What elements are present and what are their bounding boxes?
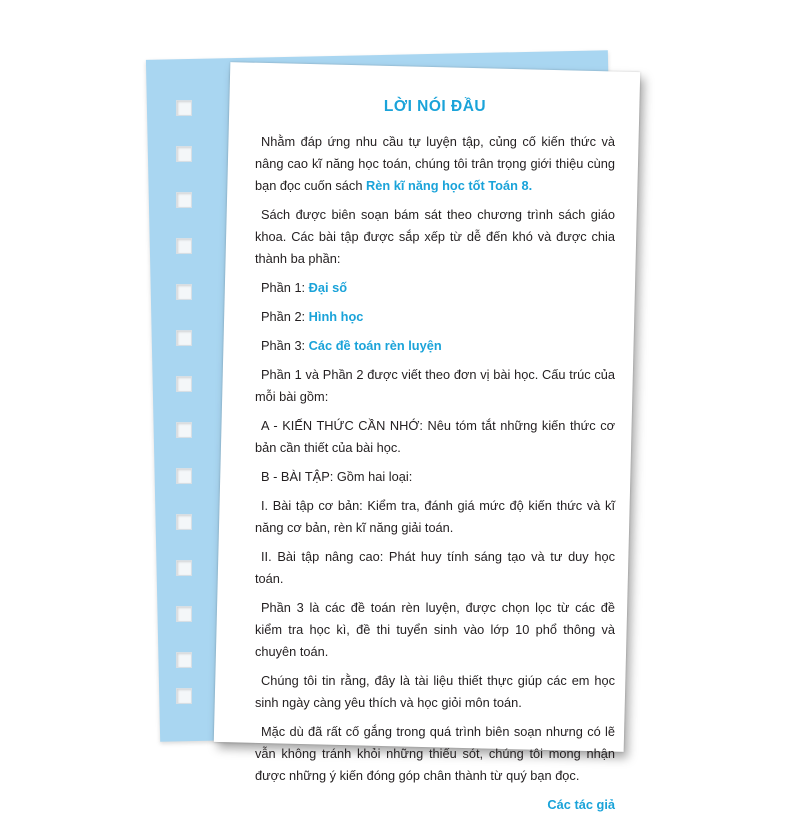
binder-hole <box>176 688 192 704</box>
part-1-prefix: Phần 1: <box>261 280 309 295</box>
binder-hole <box>176 652 192 668</box>
part-2-prefix: Phần 2: <box>261 309 309 324</box>
closing-paragraph: Mặc dù đã rất cố gắng trong quá trình biên soạn nhưng có lẽ vẫn không tránh khỏi những thiếu sót, chúng tôi mong nhận được những ý kiến đóng góp chân thành từ quý bạn đọc. <box>255 724 615 783</box>
binder-hole <box>176 422 192 438</box>
basic-exercises-paragraph: I. Bài tập cơ bản: Kiểm tra, đánh giá mức độ kiến thức và kĩ năng cơ bản, rèn kĩ năng giải toán. <box>255 498 615 535</box>
page-title: LỜI NÓI ĐẦU <box>383 98 487 115</box>
part-3-name: Các đề toán rèn luyện <box>308 338 442 353</box>
part-3-prefix: Phần 3: <box>261 338 309 353</box>
part-1-name: Đại số <box>308 280 348 295</box>
exercises-paragraph: B - BÀI TẬP: Gồm hai loại: <box>261 469 413 484</box>
binder-hole <box>176 376 192 392</box>
part-2 <box>255 306 615 328</box>
belief-paragraph: Chúng tôi tin rằng, đây là tài liệu thiết thực giúp các em học sinh ngày càng yêu thích và học giỏi môn toán. <box>255 673 615 710</box>
binder-hole <box>176 560 192 576</box>
book-title: Rèn kĩ năng học tốt Toán 8. <box>366 178 533 193</box>
binder-hole <box>176 284 192 300</box>
part-2-name: Hình học <box>308 309 364 324</box>
binder-hole <box>176 192 192 208</box>
binder-hole <box>176 238 192 254</box>
binder-hole <box>176 606 192 622</box>
structure-paragraph: Sách được biên soạn bám sát theo chương trình sách giáo khoa. Các bài tập được sắp xếp từ dễ đến khó và được chia thành ba phần: <box>255 207 615 266</box>
binder-hole <box>176 146 192 162</box>
advanced-exercises-paragraph: II. Bài tập nâng cao: Phát huy tính sáng tạo và tư duy học toán. <box>255 549 615 586</box>
part-1 <box>255 277 615 299</box>
intro-paragraph <box>255 131 615 197</box>
binder-hole <box>176 514 192 530</box>
binder-holes <box>176 100 196 700</box>
part-3-description: Phần 3 là các đề toán rèn luyện, được chọn lọc từ các đề kiểm tra học kì, đề thi tuyển sinh vào lớp 10 phổ thông và chuyên toán. <box>255 600 615 659</box>
lesson-structure-paragraph: Phần 1 và Phần 2 được viết theo đơn vị bài học. Cấu trúc của mỗi bài gồm: <box>255 367 615 404</box>
knowledge-paragraph: A - KIẾN THỨC CẦN NHỚ: Nêu tóm tắt những kiến thức cơ bản cần thiết của bài học. <box>255 418 615 455</box>
part-3 <box>255 335 615 357</box>
intro-text: Nhằm đáp ứng nhu cầu tự luyện tập, củng cố kiến thức và nâng cao kĩ năng học toán, chúng tôi trân trọng giới thiệu cùng bạn đọc cuốn sách <box>255 134 615 193</box>
binder-hole <box>176 100 192 116</box>
binder-hole <box>176 468 192 484</box>
binder-hole <box>176 330 192 346</box>
signature: Các tác giả <box>547 797 615 812</box>
preface-content <box>255 95 615 816</box>
